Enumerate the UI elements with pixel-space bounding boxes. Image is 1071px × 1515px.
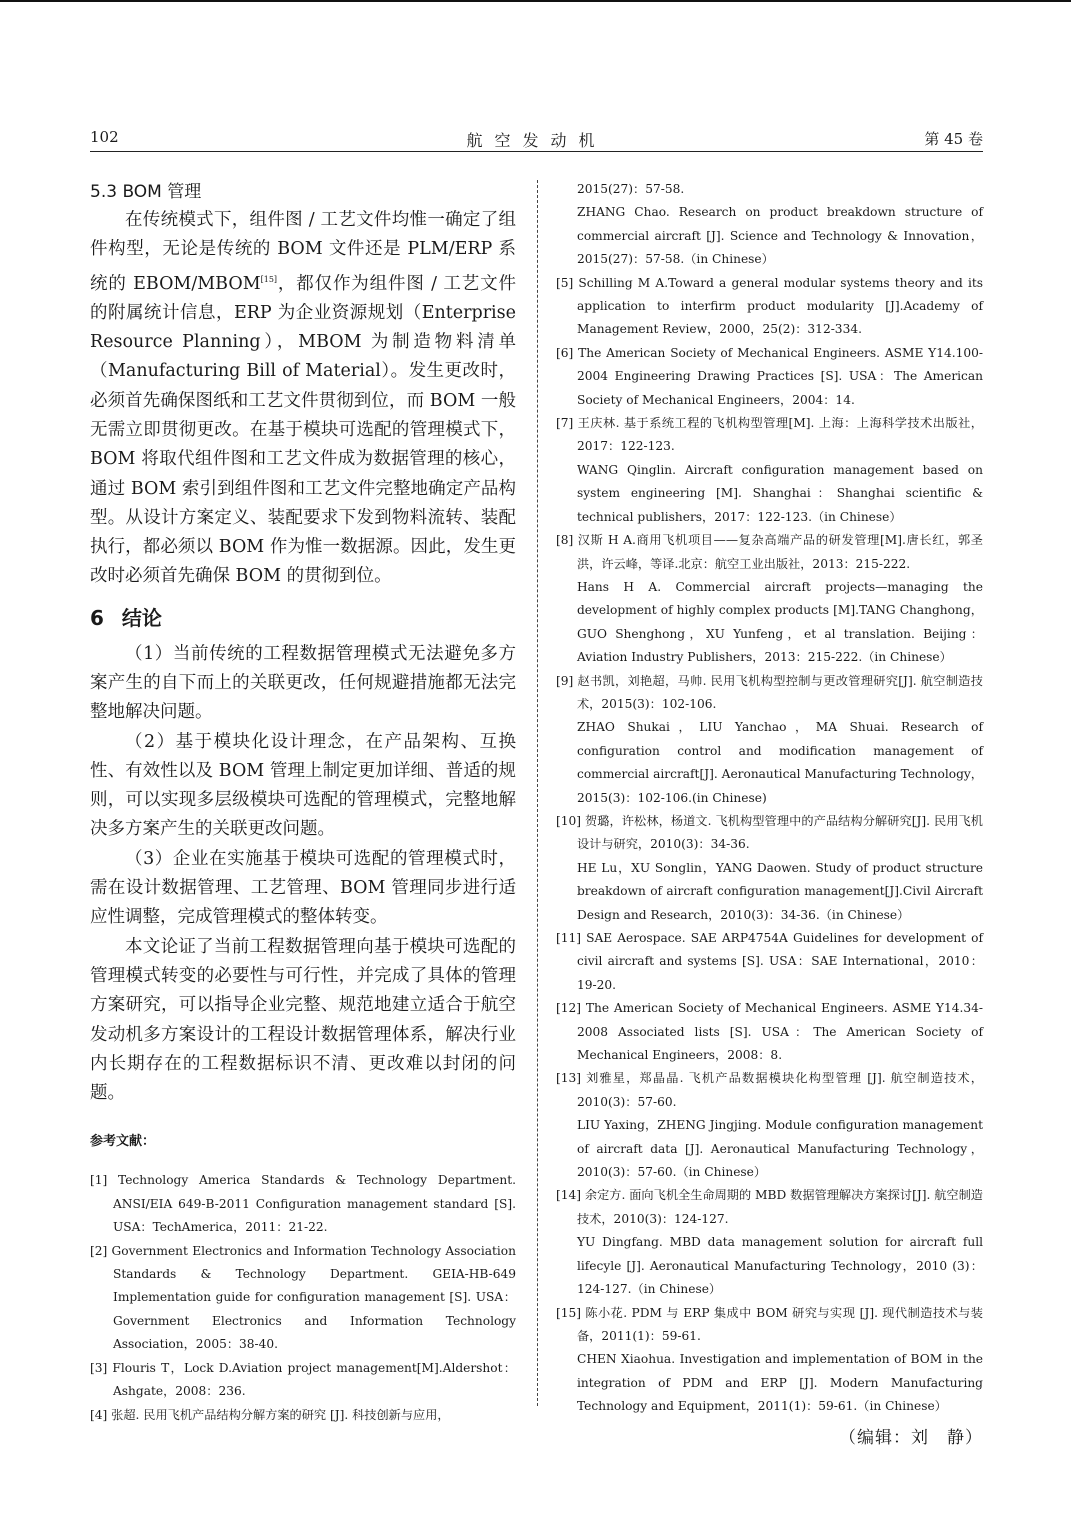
reference-text: [13] 刘雅星，郑晶晶. 飞机产品数据模块化构型管理 [J]. 航空制造技术，2010(3)：57-60. (556, 1071, 983, 1109)
reference-item (556, 1302, 983, 1419)
references-heading: 参考文献： (90, 1134, 156, 1150)
reference-item (556, 412, 983, 529)
reference-text: [3] Flouris T，Lock D.Aviation project management[M].Aldershot：Ashgate，2008：236. (90, 1360, 516, 1399)
section-6-title: 结论 (121, 605, 162, 630)
reference-item (556, 670, 983, 810)
reference-english: HE Lu，XU Songlin，YANG Daowen. Study of product structure breakdown of aircraft configuration management[J].Civil Aircraft Design and Research，2010(3)：34-36.（in Chinese） (577, 860, 983, 922)
left-column (90, 178, 516, 1427)
column-divider (537, 180, 538, 1406)
reference-item (556, 272, 983, 342)
references-list-left (90, 1169, 516, 1426)
section-6-paragraph: （1）当前传统的工程数据管理模式无法避免多方案产生的自下而上的关联更改，任何规避措施都无法完整地解决问题。 (90, 643, 516, 723)
reference-item (556, 997, 983, 1067)
reference-text: [12] The American Society of Mechanical Engineers. ASME Y14.34-2008 Associated lists [S]. USA：The American Society of Mechanical Engineers，2008：8. (556, 1001, 983, 1063)
reference-english: WANG Qinglin. Aircraft configuration management based on system engineering [M]. Shanghai：Shanghai scientific & technical publishers，2017：122-123.（in Chinese） (577, 462, 983, 524)
reference-text: [11] SAE Aerospace. SAE ARP4754A Guidelines for development of civil aircraft and systems [S]. USA：SAE International，2010：19-20. (556, 931, 983, 992)
reference-item (90, 1357, 516, 1404)
reference-text: [7] 王庆林. 基于系统工程的飞机构型管理[M]. 上海：上海科学技术出版社，2017：122-123. (556, 416, 983, 454)
reference-text: [1] Technology America Standards & Technology Department. ANSI/EIA 649-B-2011 Configuration management standard [S]. USA：TechAmerica，2011：21-22. (90, 1173, 516, 1235)
section-6-paragraph: 本文论证了当前工程数据管理向基于模块可选配的管理模式转变的必要性与可行性，并完成了具体的管理方案研究，可以指导企业完整、规范地建立适合于航空发动机多方案设计的工程设计数据管理体系，解决行业内长期存在的工程数据标识不清、更改难以封闭的问题。 (90, 936, 516, 1104)
header-rule (90, 151, 983, 152)
section-5-3-paragraph: 在传统模式下，组件图 / 工艺文件均惟一确定了组件构型，无论是传统的 BOM 文件还是 PLM/ERP 系统的 EBOM/MBOM[15]，都仅作为组件图 / 工艺文件的附属统计信息，ERP 为企业资源规划（Enterprise Resource Planning），MBOM 为制造物料清单（Manufacturing Bill of Material）。发生更改时，必须首先确保图纸和工艺文件贯彻到位，而 BOM 一般无需立即贯彻更改。在基于模块可选配的管理模式下，BOM 将取代组件图和工艺文件成为数据管理的核心，通过 BOM 索引到组件图和工艺文件完整地确定产品构型。从设计方案定义、装配要求下发到物料流转、装配执行，都必须以 BOM 作为惟一数据源。因此，发生更改时必须首先确保 BOM 的贯彻到位。 (90, 210, 516, 587)
section-6-paragraph: （2）基于模块化设计理念，在产品架构、互换性、有效性以及 BOM 管理上制定更加详细、普适的规则，可以实现多层级模块可选配的管理模式，完整地解决多方案产生的关联更改问题。 (90, 731, 516, 840)
editor-note: （编辑：刘 静） (839, 1427, 983, 1448)
reference-item (556, 1067, 983, 1184)
reference-text: [5] Schilling M A.Toward a general modular systems theory and its application to interfirm product modularity [J].Academy of Management Review，2000，25(2)：312-334. (556, 275, 983, 337)
volume-label: 第 45 卷 (924, 130, 983, 148)
page-number: 102 (90, 128, 119, 146)
section-5-3-heading: 5.3 BOM 管理 (90, 182, 202, 202)
reference-text: [6] The American Society of Mechanical Engineers. ASME Y14.100-2004 Engineering Drawing Practices [S]. USA：The American Society of Mechanical Engineers，2004：14. (556, 345, 983, 407)
section-6-number: 6 (90, 605, 104, 630)
reference-text: [4] 张超. 民用飞机产品结构分解方案的研究 [J]. 科技创新与应用， (90, 1407, 450, 1422)
reference-text: [15] 陈小花. PDM 与 ERP 集成中 BOM 研究与实现 [J]. 现代制造技术与装备，2011(1)：59-61. (556, 1305, 983, 1343)
reference-english: YU Dingfang. MBD data management solution for aircraft full lifecyle [J]. Aeronautical Manufacturing Technology，2010 (3)：124-127.（in Chinese） (577, 1235, 983, 1297)
reference-english: Hans H A. Commercial aircraft projects—managing the development of highly complex products [M].TANG Changhong，GUO Shenghong，XU Yunfeng，et al translation. Beijing：Aviation Industry Publishers，2013：215-222.（in Chinese） (577, 579, 983, 665)
reference-english: ZHAO Shukai，LIU Yanchao，MA Shuai. Research of configuration control and modification management of commercial aircraft[J]. Aeronautical Manufacturing Technology，2015(3)：102-106.(in Chinese) (577, 720, 983, 805)
reference-item (556, 529, 983, 669)
reference-item (556, 927, 983, 997)
section-5-3-body (90, 206, 516, 592)
reference-text: [10] 贺璐，许松林，杨道文. 飞机构型管理中的产品结构分解研究[J]. 民用飞机设计与研究，2010(3)：34-36. (556, 813, 983, 852)
reference-item (556, 342, 983, 412)
reference-text: [14] 余定方. 面向飞机全生命周期的 MBD 数据管理解决方案探讨[J]. 航空制造技术，2010(3)：124-127. (556, 1188, 983, 1226)
reference-item (556, 810, 983, 927)
reference-text: [9] 赵书凯，刘艳超，马帅. 民用飞机构型控制与更改管理研究[J]. 航空制造技术，2015(3)：102-106. (556, 673, 983, 711)
reference-item (90, 1404, 516, 1427)
reference-english: LIU Yaxing，ZHENG Jingjing. Module configuration management of aircraft data [J]. Aeronautical Manufacturing Technology，2010(3)：57-60.（in Chinese） (577, 1118, 983, 1180)
reference-english: CHEN Xiaohua. Investigation and implementation of BOM in the integration of PDM and ERP [J]. Modern Manufacturing Technology and Equipment，2011(1)：59-61.（in Chinese） (577, 1352, 983, 1414)
reference-item (556, 1184, 983, 1301)
section-6-heading (90, 602, 516, 634)
ref4-english: ZHANG Chao. Research on product breakdown structure of commercial aircraft [J]. Science and Technology & Innovation，2015(27)：57-58.（in Chinese） (577, 205, 983, 267)
section-6-paragraph: （3）企业在实施基于模块可选配的管理模式时，需在设计数据管理、工艺管理、BOM 管理同步进行适应性调整，完成管理模式的整体转变。 (90, 848, 516, 928)
reference-item (90, 1240, 516, 1357)
journal-title: 航空发动机 (466, 131, 607, 150)
ref4-continuation: 2015(27)：57-58. (577, 182, 685, 196)
reference-item (90, 1169, 516, 1239)
reference-text: [2] Government Electronics and Information Technology Association Standards & Technology Department. GEIA-HB-649 Implementation guide for configuration management [S]. USA：Government Electronics and Information Technology Association，2005：38-40. (90, 1243, 516, 1352)
section-6-body (90, 640, 516, 1109)
reference-text: [8] 汉斯 H A.商用飞机项目——复杂高端产品的研发管理[M].唐长红，郭圣洪，许云峰，等译.北京：航空工业出版社，2013：215-222. (556, 533, 983, 571)
citation-marker: [15] (260, 274, 278, 284)
references-list-right (556, 272, 983, 1419)
right-column (556, 178, 983, 1448)
top-border (0, 0, 1071, 2)
